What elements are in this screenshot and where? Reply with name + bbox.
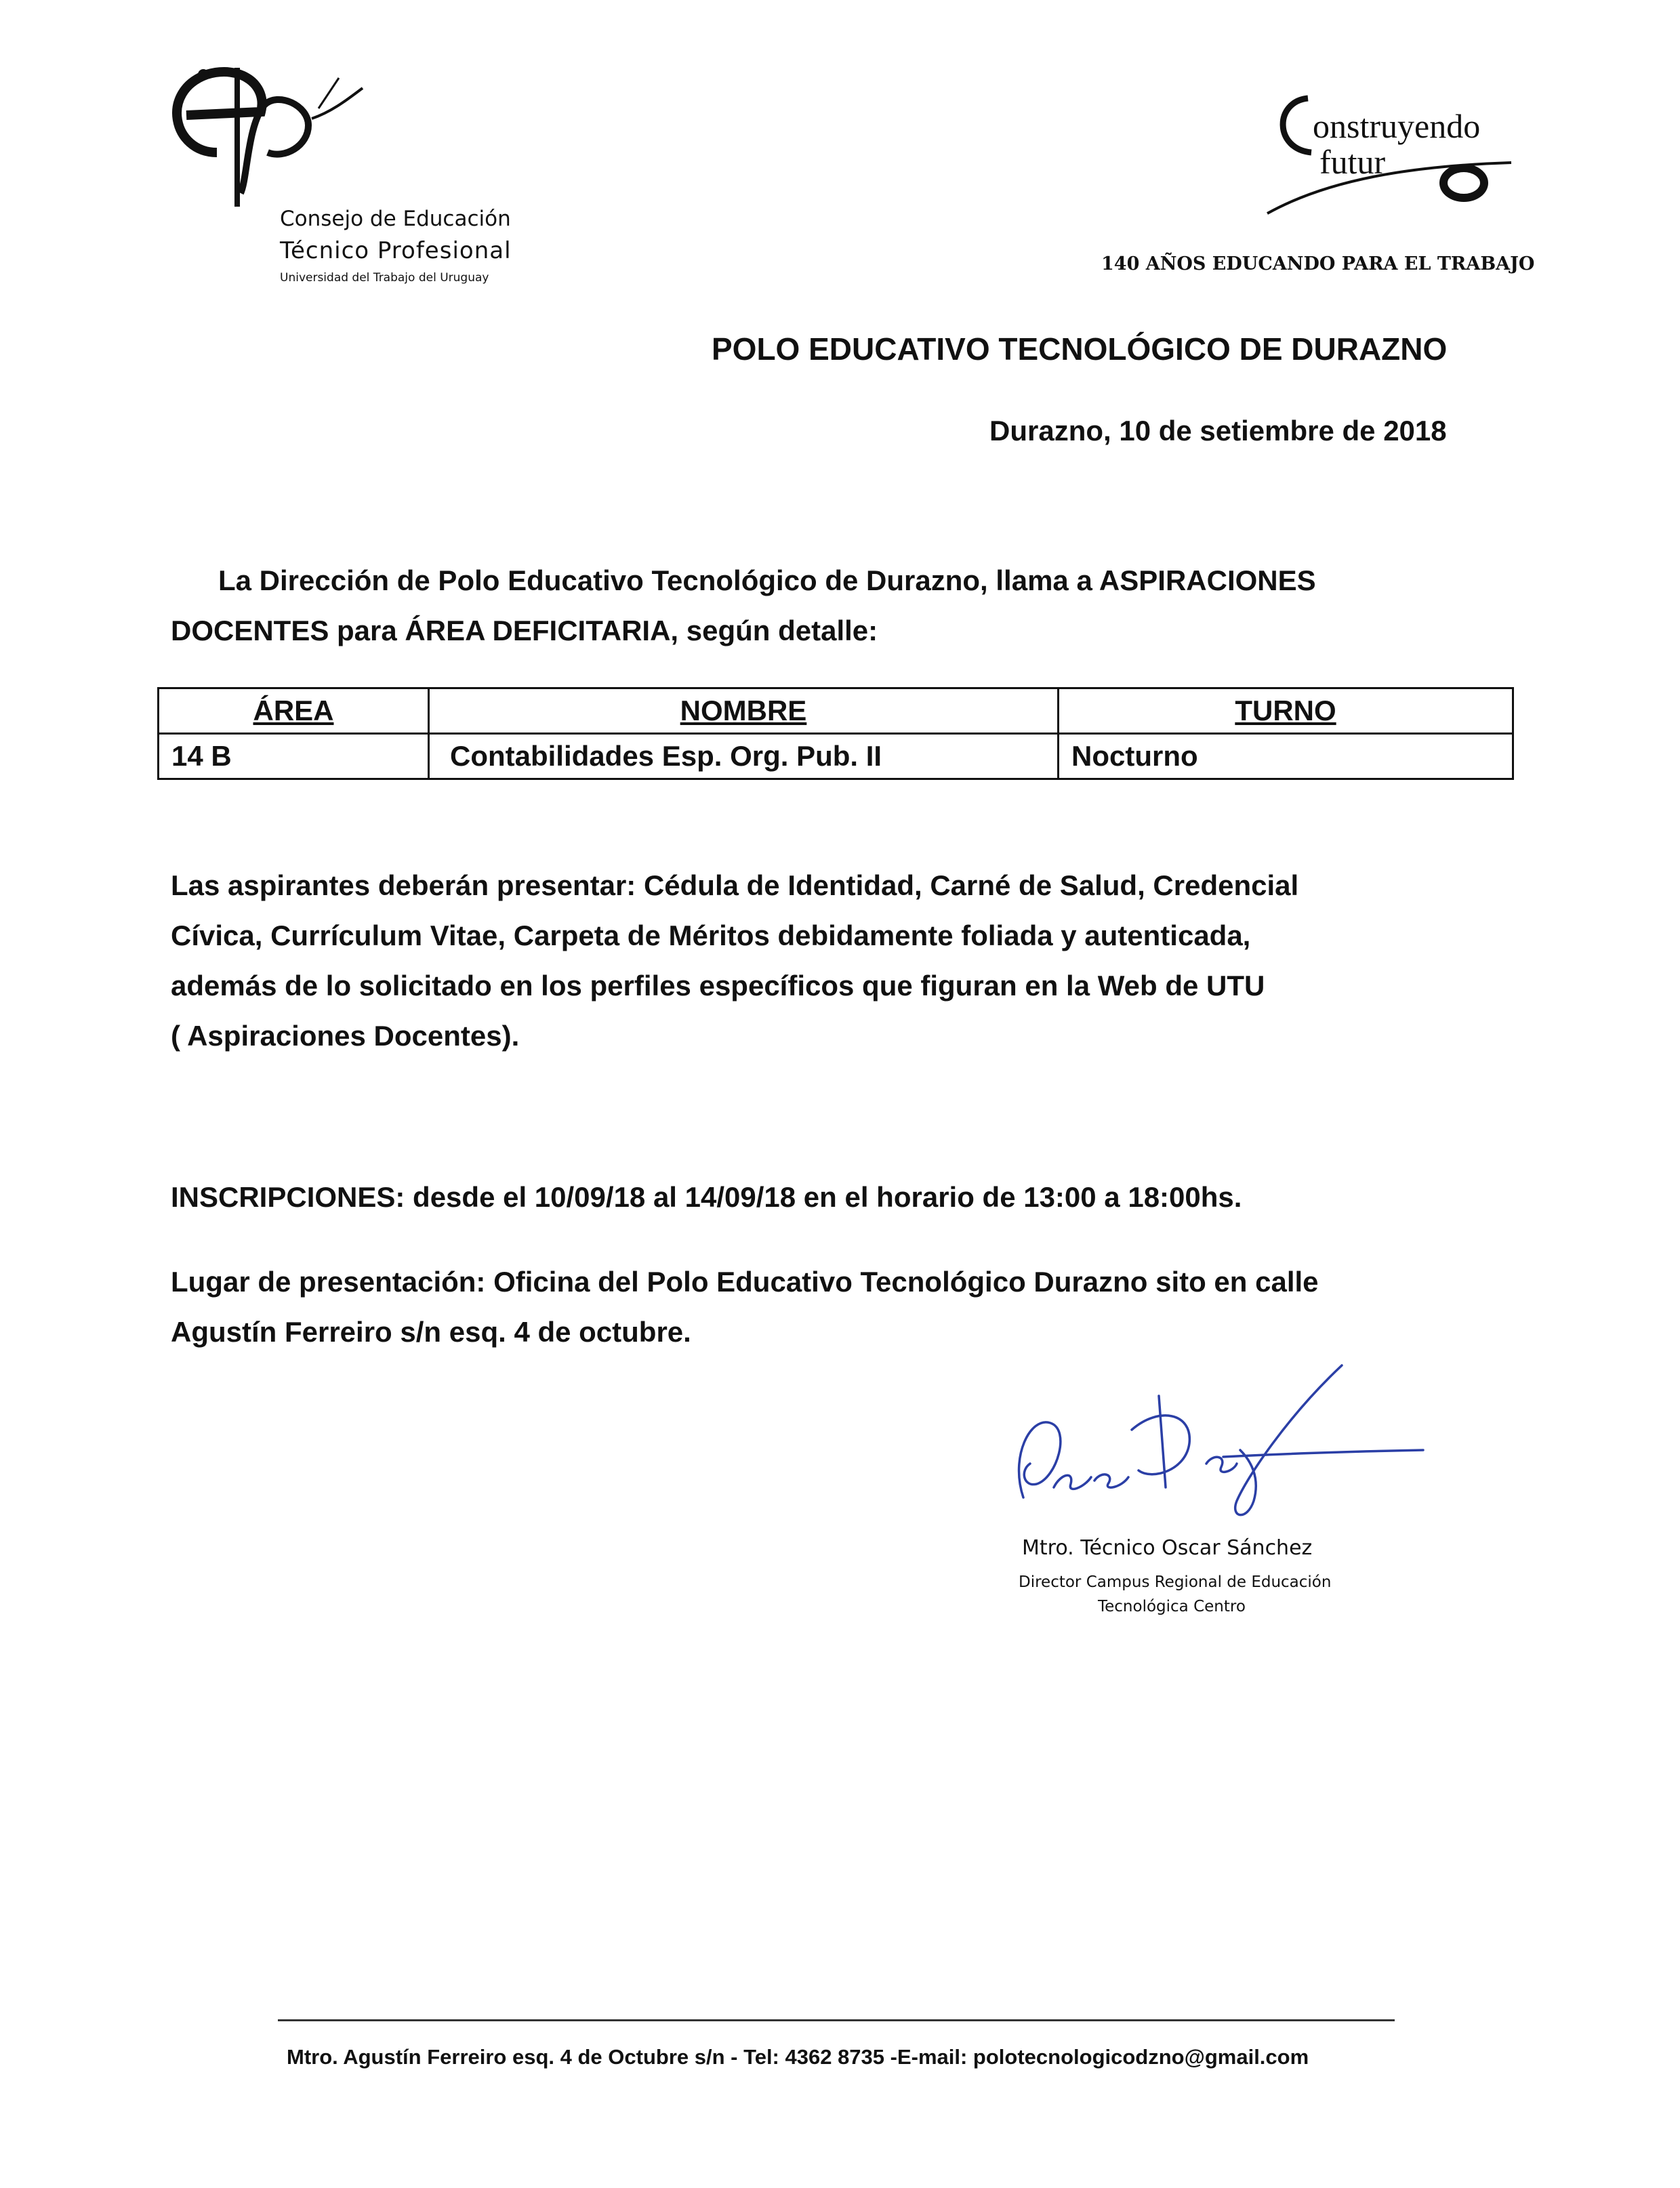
- page-title: POLO EDUCATIVO TECNOLÓGICO DE DURAZNO: [712, 331, 1448, 367]
- requirements-line: ( Aspiraciones Docentes).: [171, 1020, 520, 1052]
- intro-line-1: La Dirección de Polo Educativo Tecnológico de Durazno, llama a ASPIRACIONES: [218, 564, 1316, 596]
- signatory-title-line2: Tecnológica Centro: [1098, 1598, 1246, 1615]
- cell-area: 14 B: [159, 734, 429, 779]
- cell-turno: Nocturno: [1059, 734, 1513, 779]
- column-header-nombre: NOMBRE: [429, 688, 1059, 734]
- document-date: Durazno, 10 de setiembre de 2018: [989, 415, 1447, 447]
- motto: 140 AÑOS EDUCANDO PARA EL TRABAJO: [1101, 253, 1535, 274]
- construyendo-word: onstruyendo: [1313, 107, 1481, 145]
- table-header-row: [159, 688, 1513, 734]
- requirements-line: Cívica, Currículum Vitae, Carpeta de Méritos debidamente foliada y autenticada,: [171, 920, 1251, 951]
- footer-contact: Mtro. Agustín Ferreiro esq. 4 de Octubre s/n - Tel: 4362 8735 -E-mail: polotecnologicodzno@gmail.com: [287, 2045, 1309, 2069]
- lugar-line: Agustín Ferreiro s/n esq. 4 de octubre.: [171, 1316, 691, 1348]
- cetp-name-line3: Universidad del Trabajo del Uruguay: [280, 271, 489, 285]
- requirements-line: además de lo solicitado en los perfiles específicos que figuran en la Web de UTU: [171, 970, 1265, 1002]
- intro-line-2: DOCENTES para ÁREA DEFICITARIA, según detalle:: [171, 615, 878, 646]
- vacancy-table: [157, 687, 1514, 780]
- lugar-line: Lugar de presentación: Oficina del Polo Educativo Tecnológico Durazno sito en calle: [171, 1266, 1319, 1298]
- construyendo-futuro-logo-icon: [1261, 85, 1518, 220]
- futuro-word: futur: [1319, 143, 1386, 181]
- table-row: [159, 734, 1513, 779]
- lugar-paragraph: [171, 1257, 1319, 1357]
- inscripciones-line: INSCRIPCIONES: desde el 10/09/18 al 14/09/18 en el horario de 13:00 a 18:00hs.: [171, 1181, 1242, 1213]
- cetp-name-line1: Consejo de Educación: [280, 207, 511, 231]
- cetp-name-line2: Técnico Profesional: [280, 237, 512, 264]
- column-header-turno: TURNO: [1059, 688, 1513, 734]
- handwritten-signature: [1003, 1355, 1437, 1531]
- cell-nombre: Contabilidades Esp. Org. Pub. II: [429, 734, 1059, 779]
- requirements-paragraph: [171, 861, 1526, 1061]
- requirements-line: Las aspirantes deberán presentar: Cédula de Identidad, Carné de Salud, Credencial: [171, 869, 1299, 901]
- column-header-area: ÁREA: [159, 688, 429, 734]
- signatory-name: Mtro. Técnico Oscar Sánchez: [1022, 1536, 1313, 1560]
- footer-divider: [278, 2019, 1395, 2021]
- signatory-title-line1: Director Campus Regional de Educación: [1019, 1573, 1332, 1591]
